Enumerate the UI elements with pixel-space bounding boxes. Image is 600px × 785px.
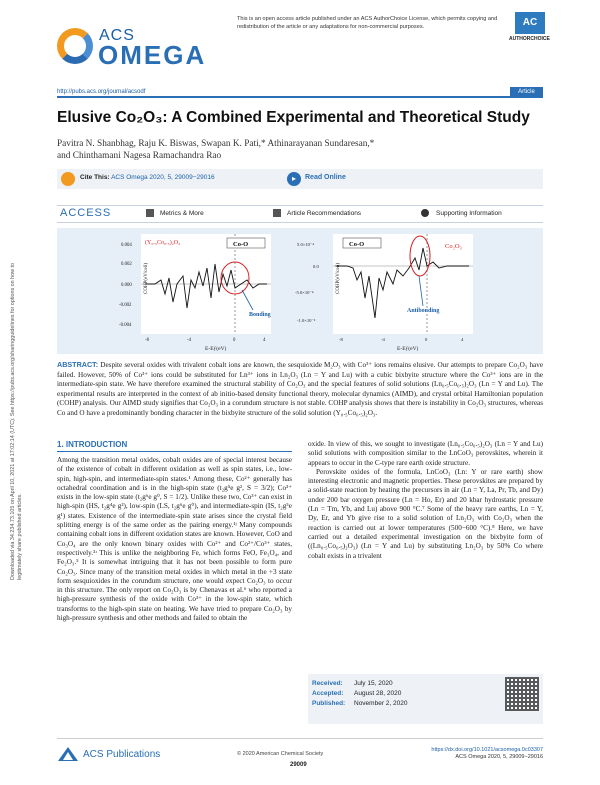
right-ytick: 5.0×10⁻⁴ (297, 242, 314, 247)
abstract (57, 360, 543, 418)
received-label: Received: (312, 680, 343, 687)
authors-line-1: Pavitra N. Shanbhag, Raju K. Biswas, Swapan K. Pati,* Athinarayanan Sundaresan,* (57, 139, 375, 149)
right-xtick: 4 (461, 337, 464, 342)
intro-col2-para-2: Perovskite oxides of the formula, LnCoO₃ (Ln: Y or rare earth) show interesting electronic and magnetic properties. These perovskites are prepared by a solid-state reaction by heating the precursors in air (Ln = Y, La, Pr, Tb, and Dy) under 200 bar oxygen pressure (Ln = Ho, Er) and 20 kbar hydrostatic pressure (Ln = Tm, Yb, and Lu) above 900 °C.⁷ Some of the heavy rare earths, Ln = Y, Dy, Er, and Yb give rise to a solid solution of Ln₂O₃ with Co₂O₃ when the reaction is carried out at lower temperatures (500−600 °C).⁸ Here, we have carried out a detailed experimental investigation on the bixbyite form of ((Ln₀.₅Co₀.₅)₂O₃) (Ln = Y and Lu) by substituting Ln₂O₃ by 50% Co where cobalt exists in a trivalent (308, 467, 543, 560)
authorchoice-badge: AC (515, 12, 545, 34)
section-divider (57, 451, 292, 452)
abstract-label: ABSTRACT: (57, 360, 99, 369)
right-legend: Co-O (349, 241, 365, 248)
journal-logo-icon (57, 28, 93, 64)
cite-reference-link[interactable]: ACS Omega 2020, 5, 29009−29016 (111, 174, 215, 181)
left-xtick: 4 (263, 338, 266, 343)
read-online-link[interactable]: Read Online (305, 174, 346, 181)
article-type-tag: Article (510, 87, 543, 97)
left-annotation: Bonding (249, 312, 271, 318)
right-ytick: 0.0 (313, 264, 319, 269)
footer-citation: ACS Omega 2020, 5, 29009−29016 (455, 754, 543, 760)
metrics-icon[interactable] (146, 209, 154, 217)
toc-graphic (57, 228, 543, 354)
right-xtick: -4 (381, 337, 385, 342)
authors-line-2: and Chinthamani Nagesa Ramachandra Rao (57, 151, 222, 161)
footer-divider (57, 738, 543, 739)
left-ytick: 0.000 (121, 283, 132, 288)
intro-column-2 (308, 440, 543, 561)
publisher-name: ACS Publications (83, 749, 161, 760)
recommendations-icon[interactable] (273, 209, 281, 217)
toc-plots-svg (57, 228, 543, 354)
received-date: July 15, 2020 (354, 680, 393, 687)
cite-label: Cite This: (80, 174, 110, 181)
right-ytick: -5.0×10⁻⁴ (295, 290, 314, 295)
cite-icon (61, 172, 75, 186)
access-label: ACCESS (60, 207, 112, 219)
download-side-note (8, 240, 32, 580)
journal-url-link[interactable]: http://pubs.acs.org/journal/acsodf (57, 89, 146, 95)
header-divider (57, 96, 543, 98)
left-xtick: -8 (145, 338, 149, 343)
abstract-text: Despite several oxides with trivalent cobalt ions are known, the sesquioxide M₂O₃ with Co³⁺ ions remains elusive. Our attempts to prepare Co₂O₃ have failed. However, 50% of Co³⁺ ions could be substituted for Ln³⁺ ions in Ln₂O₃ (Ln = Y and Lu) with a cubic bixbyite structure where the Co³⁺ ions are in the intermediate-spin state. We have therefore examined the structural stability of Co₂O₃ and the special features of solid solutions (Ln₀.₅Co₀.₅)₂O₃ (Ln = Y and Lu). The experimental results are interpreted in the context of ab initio-based density functional theory, molecular dynamics (AIMD), and crystal orbital Hamiltonian population (COHP) analysis. Our AIMD study signifies that Co₂O₃ in a corundum structure is not stable. COHP analysis shows that there is instability in Co₂O₃ structures, whereas Co and O have a predominantly bonding character in the bixbyite structure of the solid solution (Y₀.₅Co₀.₅)₂O₃. (57, 361, 544, 417)
read-online-icon[interactable]: ▸ (287, 172, 301, 186)
introduction-heading: 1. INTRODUCTION (57, 440, 128, 449)
acs-publications-logo-icon (57, 746, 79, 762)
journal-name-main: OMEGA (98, 40, 207, 70)
journal-name-top: ACS (99, 27, 135, 44)
left-ytick: -0.004 (119, 323, 132, 328)
accepted-date: August 28, 2020 (354, 690, 402, 697)
right-plot-formula: Co₂O₃ (445, 243, 462, 250)
left-ytick: -0.002 (119, 303, 132, 308)
left-ytick: 0.002 (121, 262, 132, 267)
left-legend: Co-O (233, 241, 249, 248)
published-label: Published: (312, 700, 346, 707)
right-xtick: 0 (425, 337, 428, 342)
author-list (57, 138, 527, 162)
accepted-label: Accepted: (312, 690, 344, 697)
left-xlabel: E-Eƒ(eV) (205, 346, 227, 352)
article-title: Elusive Co₂O₃: A Combined Experimental and Theoretical Study (57, 109, 530, 126)
copyright: © 2020 American Chemical Society (237, 751, 324, 757)
metrics-link[interactable]: Metrics & More (160, 210, 204, 217)
published-date: November 2, 2020 (354, 700, 408, 707)
left-xtick: -4 (187, 338, 191, 343)
footer-doi (428, 747, 543, 761)
download-note-text: Downloaded via 34.234.73.105 on April 10, 2021 at 17:02:14 (UTC). See https://pubs.acs.org/sharingguidelines for options on how to legitimately share published articles. (10, 262, 23, 580)
authorchoice-label: AUTHORCHOICE (509, 36, 550, 42)
page-number: 29009 (290, 762, 307, 768)
open-access-note: This is an open access article published under an ACS AuthorChoice License, which permits copying and redistribution of the article or any adaptations for non-commercial purposes. (237, 16, 498, 30)
supporting-info-icon[interactable] (421, 209, 429, 217)
left-plot-formula: (Y₀.₅Co₀.₅)₂O₃ (145, 240, 181, 246)
qr-code-icon (505, 677, 539, 711)
supporting-info-link[interactable]: Supporting Information (436, 210, 502, 217)
left-xtick: 0 (233, 338, 236, 343)
right-xtick: -8 (339, 337, 343, 342)
intro-col2-para-1: oxide. In view of this, we sought to investigate (Ln₀.₅Co₀.₅)₂O₃ (Ln = Y and Lu) solid solutions with composition similar to the LnCoO₃ perovskites, wherein it appears to occur in the C-type rare earth oxide structure. (308, 440, 543, 467)
left-ytick: 0.004 (121, 243, 132, 248)
right-annotation: Antibonding (407, 308, 440, 314)
right-ylabel: COHP(eV/cell) (336, 262, 341, 294)
recommendations-link[interactable]: Article Recommendations (287, 210, 362, 217)
cite-text (80, 174, 215, 181)
doi-link[interactable]: https://dx.doi.org/10.1021/acsomega.0c03307 (431, 747, 543, 753)
left-ylabel: COHP(eV/cell) (144, 262, 149, 294)
right-ytick: -1.0×10⁻³ (297, 318, 316, 323)
intro-column-1: Among the transition metal oxides, cobalt oxides are of special interest because of the existence of cobalt in different oxidation as well as spin states, i.e., low-spin, high-spin, and intermediate-spin states.¹ Among these, Co²⁺ generally has octahedral coordination and is in the high-spin state (t₂g⁵e g², S = 3/2); Co³⁺ exists in the low-spin state (t₂g⁶e g⁰, S = 1/2). Unlike these two, Co³⁺ can exist in high-spin (HS, t₂g⁴e g²), low-spin (LS, t₂g⁶e g⁰), and intermediate-spin (IS, t₂g⁵e g¹) states. Existence of the intermediate-spin state arises since the crystal field splitting energy is of the same order as the pairing energy.¹ʲ Many compounds containing cobalt ions in different oxidation states are known. However, CoO and Co₃O₄ are the only known binary oxides with Co²⁺ and Co²⁺/Co³⁺ states, respectively.³ʴ This is unlike the neighboring Fe, which forms FeO, Fe₃O₄, and Fe₂O₃.⁵ It is somewhat intriguing that it has not been possible to form pure Co₂O₃. Since many of the transition metal oxides in which metal in the +3 state form sesquioxides in the corundum structure, one would expect Co₂O₃ to occur in this structure. The only report on Co₂O₃ is by Chenavas et al.⁶ who reported a high-pressure synthesis of the oxide with Co³⁺ in the low-spin state, which transforms to the high-spin state on heating. We have tried to prepare Co₂O₃ by high-pressure synthesis and other methods and failed to obtain the (57, 456, 292, 623)
right-xlabel: E-Eƒ(eV) (397, 346, 419, 352)
